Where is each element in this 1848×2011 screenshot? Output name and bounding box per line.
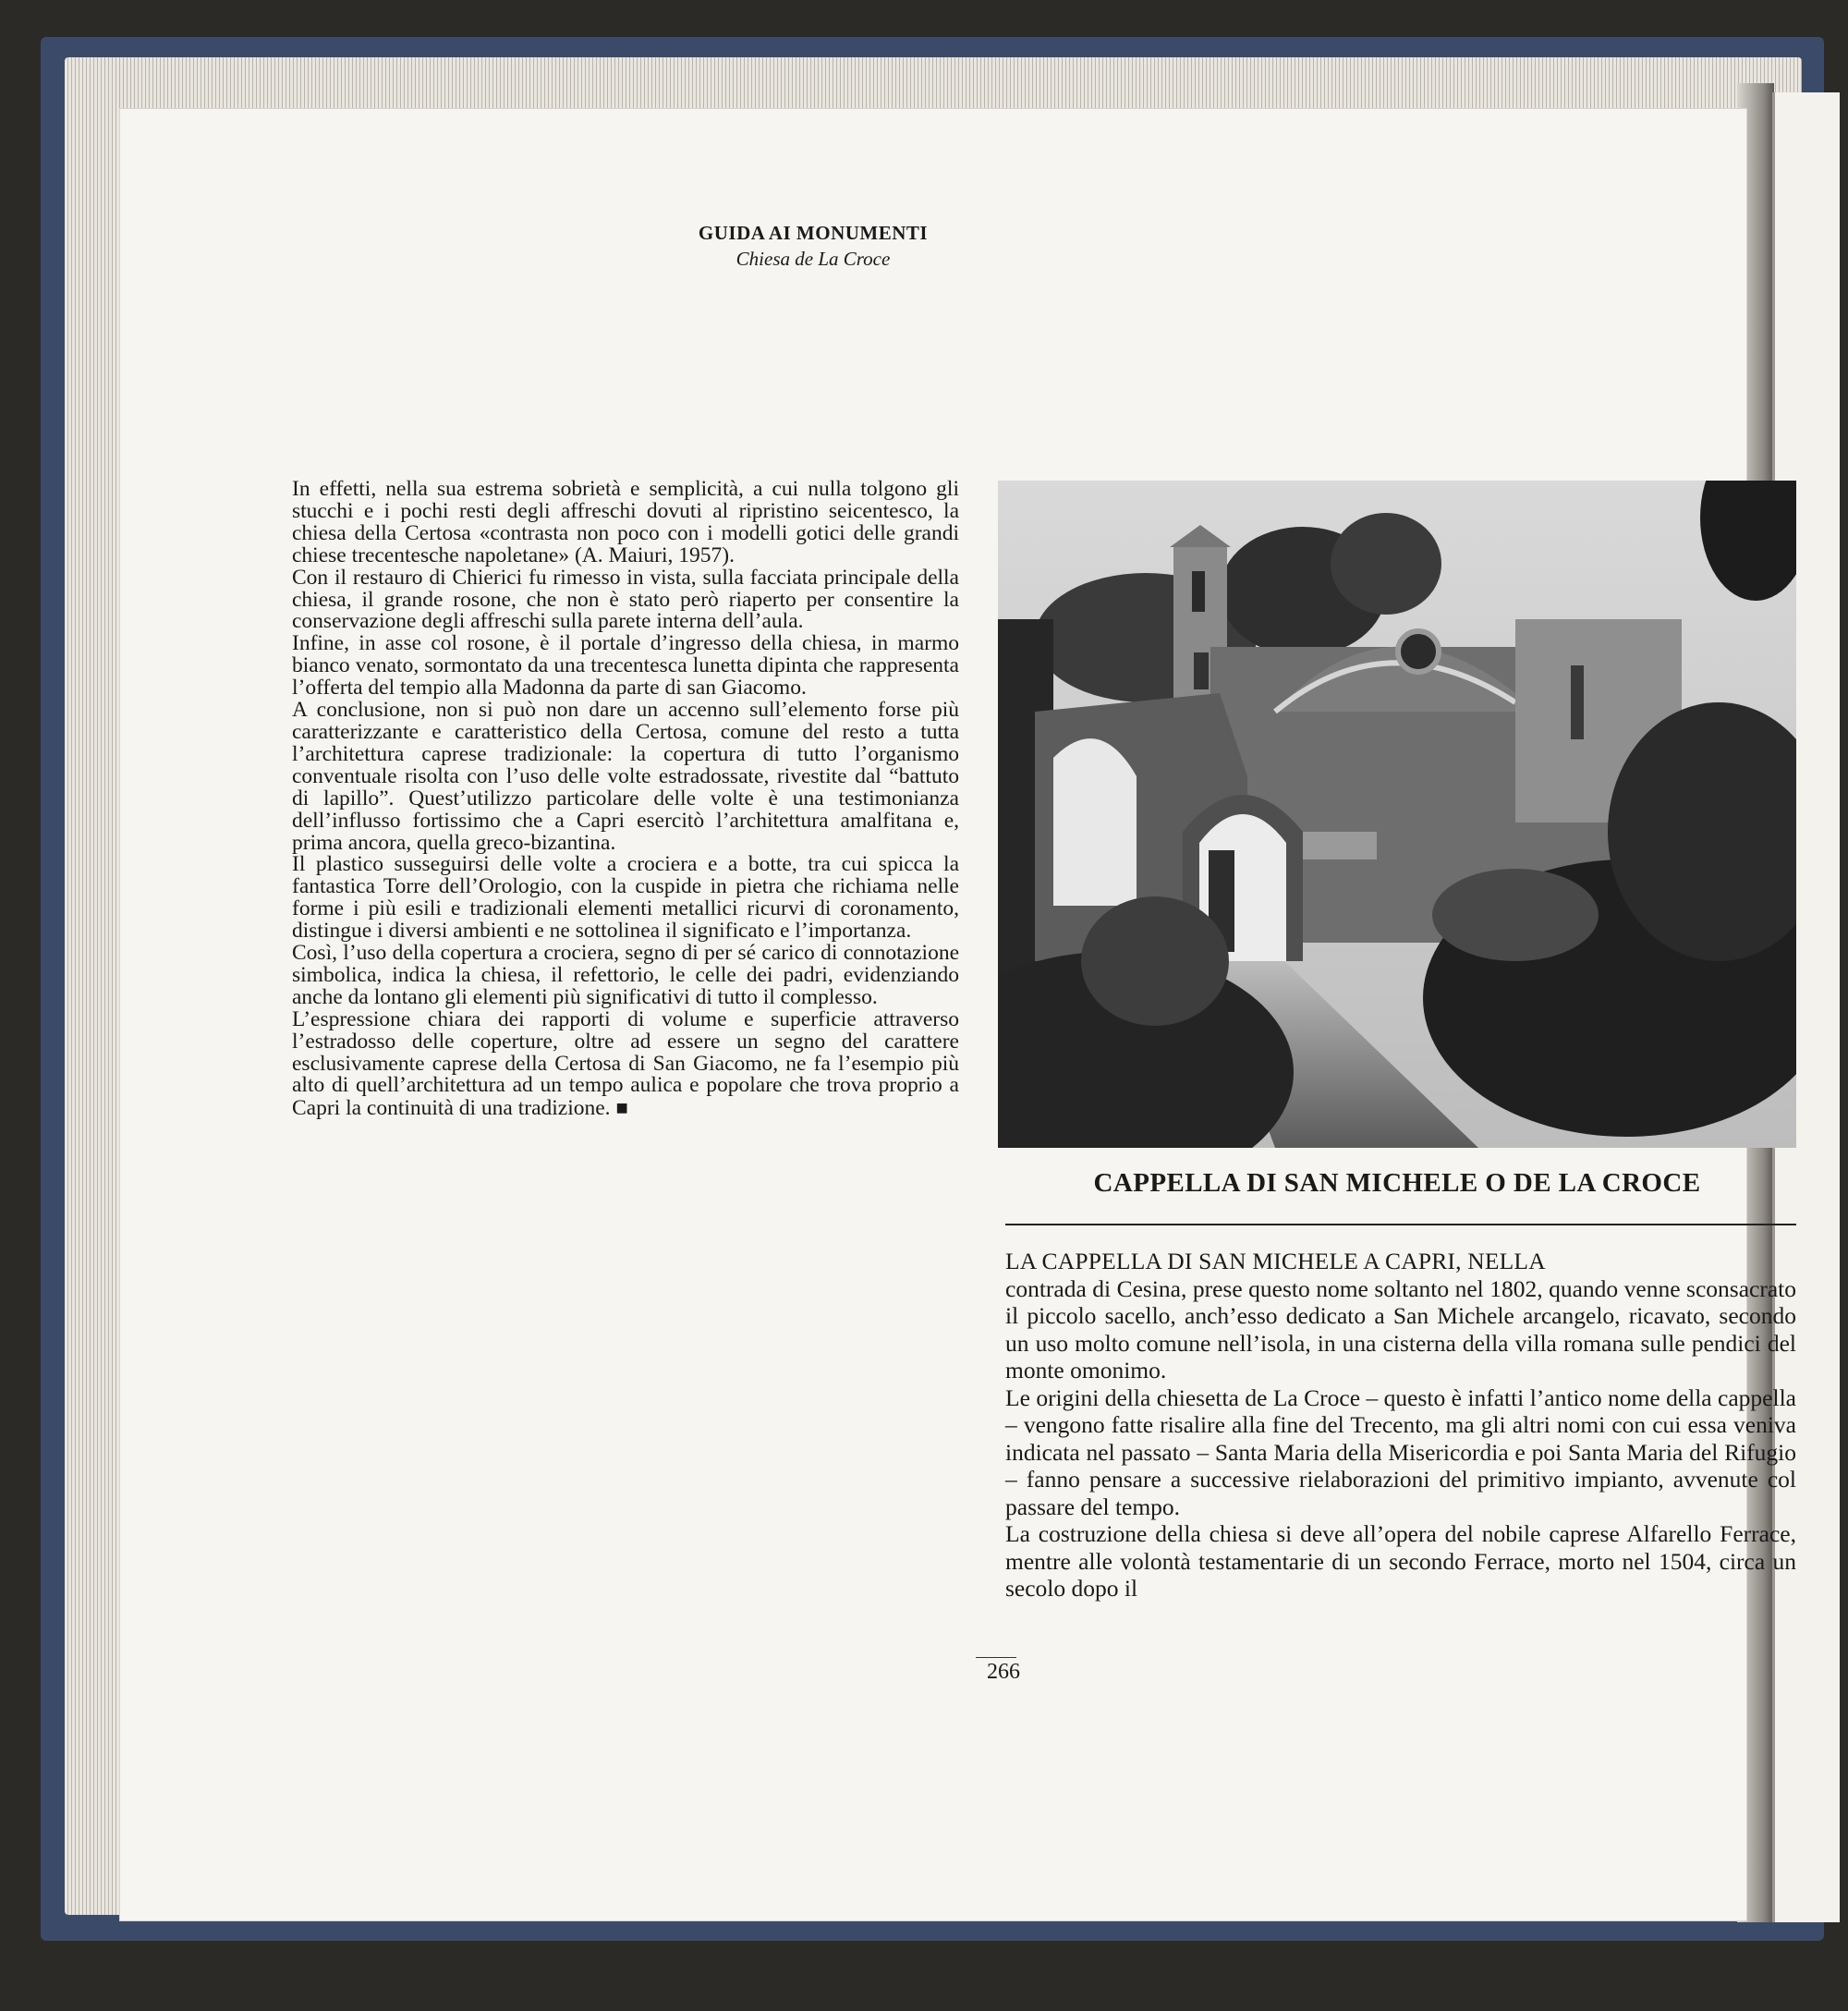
paragraph: Le origini della chiesetta de La Croce – questo è infatti l’antico nome della cappella – vengono fatte risalire alla fine del Trecento, ma gli altri nomi con cui essa veniva indicata nel passato – Santa Maria della Misericordia e poi Santa Maria del Rifugio – fanno pensare a successive rielaborazioni del primitivo impianto, avvenute col passare del tempo. (1005, 1383, 1796, 1520)
header-title: GUIDA AI MONUMENTI (698, 222, 929, 244)
paragraph-text: L’espressione chiara dei rapporti di volume e superficie attraverso l’estradosso delle coperture, oltre ad essere un segno del carattere esclusivamente caprese della Certosa di San Giacomo, ne fa l’esempio più alto di quell’architettura ad un tempo aulica e popolare che trova proprio a Capri la continuità di una tradizione. (292, 1006, 959, 1121)
paragraph-last (292, 1006, 959, 1121)
paragraph: In effetti, nella sua estrema sobrietà e semplicità, a cui nulla tolgono gli stucchi e i pochi resti degli affreschi dovuti al ripristino seicentesco, la chiesa della Certosa «contrasta non poco con i modelli gotici delle grandi chiese trecentesche napoletane» (A. Maiuri, 1957). (292, 477, 959, 567)
paragraph: La costruzione della chiesa si deve all’opera del nobile caprese Alfarello Ferrace, mentre alle volontà testamentarie di un secondo Ferrace, morto nel 1504, circa un secolo dopo il (1005, 1520, 1796, 1602)
header-subtitle: Chiesa de La Croce (736, 248, 891, 270)
left-text-column (292, 479, 959, 1120)
paragraph: contrada di Cesina, prese questo nome soltanto nel 1802, quando venne sconsacrato il piccolo sacello, anch’esso dedicato a San Michele arcangelo, ricavato, secondo un uso molto comune nell’isola, in una cisterna della villa romana sulle pendici del monte omonimo. (1005, 1274, 1796, 1383)
section-divider (1005, 1224, 1796, 1225)
lead-line: LA CAPPELLA DI SAN MICHELE A CAPRI, NELLA (1005, 1248, 1546, 1274)
end-mark: ■ (615, 1096, 628, 1120)
running-header (120, 220, 1506, 272)
chapel-photograph (998, 481, 1796, 1148)
paragraph: Con il restauro di Chierici fu rimesso in vista, sulla facciata principale della chiesa, il grande rosone, che non è stato però riaperto per consentire la conservazione degli affreschi sulla parete interna dell’aula. (292, 565, 959, 634)
paragraph: Così, l’uso della copertura a crociera, segno di per sé carico di connotazione simbolica, indica la chiesa, il refettorio, le celle dei padri, evidenziando anche da lontano gli elementi più significativi di tutto il complesso. (292, 941, 959, 1009)
section-title: CAPPELLA DI SAN MICHELE O DE LA CROCE (1093, 1168, 1701, 1198)
paragraph: A conclusione, non si può non dare un accenno sull’elemento forse più caratterizzante e caratteristico della Certosa, comune del resto a tutta l’architettura caprese tradizionale: la copertura di tutto l’organismo conventuale risolta con l’uso delle volte estradossate, rivestite dal “battuto di lapillo”. Quest’utilizzo particolare delle volte è una testimonianza dell’influsso fortissimo che a Capri esercitò l’architettura amalfitana e, prima ancora, quella greco-bizantina. (292, 698, 959, 855)
book-page (120, 109, 1796, 1920)
paragraph: Infine, in asse col rosone, è il portale d’ingresso della chiesa, in marmo bianco venato, sormontato da una trecentesca lunetta dipinta che rappresenta l’offerta del tempio alla Madonna da parte di san Giacomo. (292, 631, 959, 701)
chapel-photo-illustration (998, 481, 1796, 1148)
right-text-column (1005, 1248, 1796, 1603)
page-number-rule (976, 1657, 1016, 1658)
page-number: 266 (987, 1660, 1020, 1684)
paragraph: Il plastico susseguirsi delle volte a crociera e a botte, tra cui spicca la fantastica Torre dell’Orologio, con la cuspide in pietra che richiama nelle forme i più esili e tradizionali elementi metallici ricurvi di coronamento, distingue i diversi ambienti e ne sottolinea il significato e l’importanza. (292, 852, 959, 944)
